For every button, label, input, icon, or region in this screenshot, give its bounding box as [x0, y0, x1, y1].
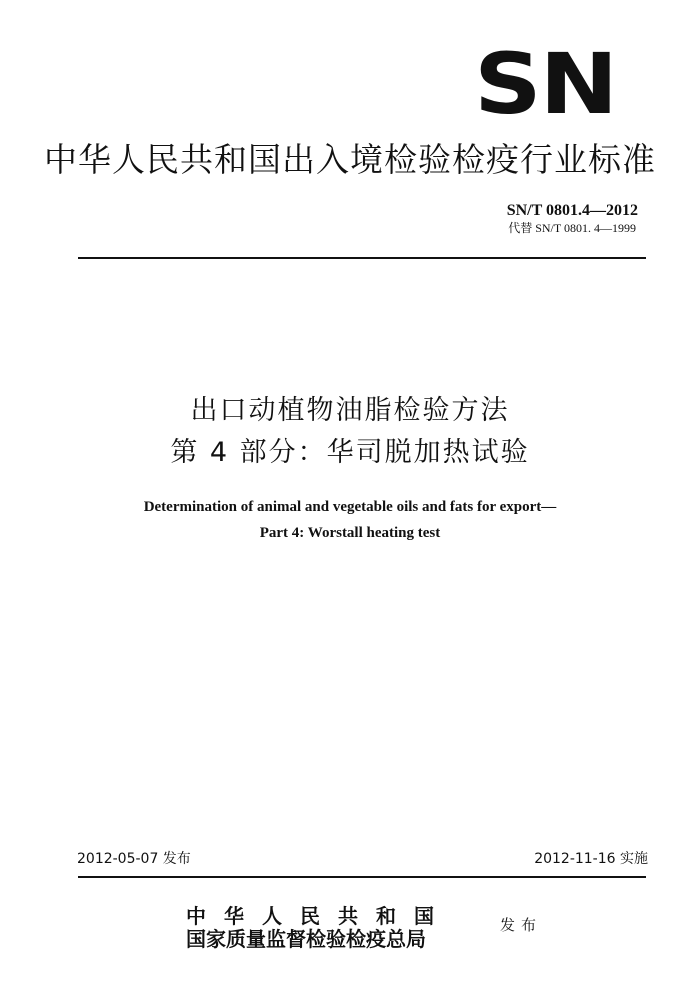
implementation-date: 2012-11-16 实施 — [534, 851, 648, 867]
standard-category: 中华人民共和国出入境检验检疫行业标准 — [44, 140, 656, 179]
publish-label: 发布 — [500, 916, 543, 934]
top-divider — [78, 257, 646, 259]
issuer-line1: 中华人民共和国 — [186, 904, 452, 928]
bottom-divider — [78, 876, 646, 878]
issuer-line2: 国家质量监督检验检疫总局 — [186, 927, 426, 951]
title-chinese-line1: 出口动植物油脂检验方法 — [190, 395, 510, 426]
title-english-line2: Part 4: Worstall heating test — [259, 525, 441, 541]
title-chinese-line2: 第 4 部分：华司脱加热试验 — [170, 437, 530, 468]
sn-logo: SN — [474, 35, 617, 133]
title-english-line1: Determination of animal and vegetable oils and fats for export— — [143, 499, 557, 515]
issue-date: 2012-05-07 发布 — [77, 851, 191, 867]
standard-number: SN/T 0801.4—2012 — [506, 202, 638, 219]
replaces-standard: 代替 SN/T 0801. 4—1999 — [508, 221, 636, 235]
